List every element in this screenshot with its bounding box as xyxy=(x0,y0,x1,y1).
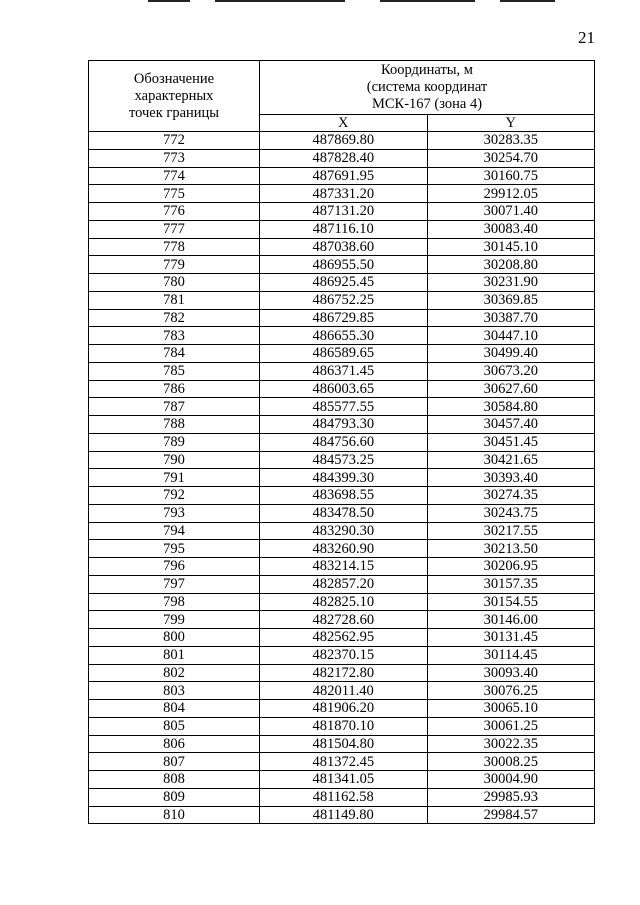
table-row xyxy=(89,540,595,558)
table-row xyxy=(89,291,595,309)
x-coordinate-cell: 482825.10 xyxy=(260,593,428,611)
y-coordinate-cell: 30213.50 xyxy=(427,540,595,558)
table-row xyxy=(89,700,595,718)
y-coordinate-cell: 30145.10 xyxy=(427,238,595,256)
y-coordinate-cell: 30004.90 xyxy=(427,771,595,789)
y-coordinate-cell: 30065.10 xyxy=(427,700,595,718)
table-row xyxy=(89,220,595,238)
x-coordinate-cell: 487116.10 xyxy=(260,220,428,238)
table-row xyxy=(89,149,595,167)
table-row xyxy=(89,611,595,629)
point-id-cell: 788 xyxy=(89,416,260,434)
y-coordinate-cell: 30076.25 xyxy=(427,682,595,700)
point-id-cell: 799 xyxy=(89,611,260,629)
point-id-cell: 790 xyxy=(89,451,260,469)
header-rule xyxy=(148,0,190,2)
y-coordinate-cell: 30584.80 xyxy=(427,398,595,416)
table-row xyxy=(89,274,595,292)
table-row xyxy=(89,771,595,789)
table-row xyxy=(89,504,595,522)
table-row xyxy=(89,238,595,256)
point-id-cell: 808 xyxy=(89,771,260,789)
x-coordinate-cell: 482728.60 xyxy=(260,611,428,629)
x-coordinate-cell: 483214.15 xyxy=(260,558,428,576)
x-coordinate-cell: 482562.95 xyxy=(260,629,428,647)
x-coordinate-cell: 482172.80 xyxy=(260,664,428,682)
table-row xyxy=(89,185,595,203)
table-row xyxy=(89,469,595,487)
x-coordinate-cell: 486371.45 xyxy=(260,362,428,380)
y-coordinate-cell: 30254.70 xyxy=(427,149,595,167)
header-rule xyxy=(500,0,555,2)
table-row xyxy=(89,362,595,380)
table-row xyxy=(89,380,595,398)
table-row xyxy=(89,575,595,593)
table-body xyxy=(89,132,595,824)
x-coordinate-cell: 484756.60 xyxy=(260,433,428,451)
x-coordinate-cell: 486752.25 xyxy=(260,291,428,309)
point-id-cell: 796 xyxy=(89,558,260,576)
y-coordinate-cell: 30369.85 xyxy=(427,291,595,309)
y-coordinate-cell: 30421.65 xyxy=(427,451,595,469)
point-id-cell: 795 xyxy=(89,540,260,558)
x-coordinate-cell: 482011.40 xyxy=(260,682,428,700)
x-coordinate-cell: 481149.80 xyxy=(260,806,428,824)
table-row xyxy=(89,558,595,576)
x-coordinate-cell: 487131.20 xyxy=(260,203,428,221)
y-coordinate-cell: 30093.40 xyxy=(427,664,595,682)
x-coordinate-cell: 486729.85 xyxy=(260,309,428,327)
y-coordinate-cell: 30146.00 xyxy=(427,611,595,629)
page-number: 21 xyxy=(578,28,595,47)
x-coordinate-cell: 481504.80 xyxy=(260,735,428,753)
table-row xyxy=(89,788,595,806)
x-coordinate-cell: 486589.65 xyxy=(260,345,428,363)
point-id-cell: 776 xyxy=(89,203,260,221)
header-rule xyxy=(380,0,475,2)
table-row xyxy=(89,522,595,540)
header-line: Обозначение xyxy=(133,70,215,87)
header-line: МСК-167 (зона 4) xyxy=(371,96,483,112)
table-row xyxy=(89,416,595,434)
x-coordinate-cell: 481906.20 xyxy=(260,700,428,718)
y-coordinate-cell: 30673.20 xyxy=(427,362,595,380)
x-coordinate-cell: 481341.05 xyxy=(260,771,428,789)
point-id-cell: 805 xyxy=(89,717,260,735)
y-coordinate-cell: 30451.45 xyxy=(427,433,595,451)
x-coordinate-cell: 487869.80 xyxy=(260,132,428,150)
point-id-cell: 800 xyxy=(89,629,260,647)
y-coordinate-cell: 30154.55 xyxy=(427,593,595,611)
point-id-cell: 778 xyxy=(89,238,260,256)
table-row xyxy=(89,753,595,771)
y-coordinate-cell: 30283.35 xyxy=(427,132,595,150)
table-row xyxy=(89,664,595,682)
header-line: (система координат xyxy=(366,79,488,95)
point-id-cell: 798 xyxy=(89,593,260,611)
x-coordinate-cell: 486003.65 xyxy=(260,380,428,398)
y-coordinate-cell: 30131.45 xyxy=(427,629,595,647)
x-coordinate-cell: 482370.15 xyxy=(260,646,428,664)
table-row xyxy=(89,398,595,416)
table-row xyxy=(89,629,595,647)
x-coordinate-cell: 486955.50 xyxy=(260,256,428,274)
point-id-cell: 782 xyxy=(89,309,260,327)
point-id-cell: 786 xyxy=(89,380,260,398)
y-coordinate-cell: 30114.45 xyxy=(427,646,595,664)
table-row xyxy=(89,256,595,274)
y-coordinate-cell: 30457.40 xyxy=(427,416,595,434)
table-row xyxy=(89,203,595,221)
y-column-header: Y xyxy=(427,115,595,132)
x-coordinate-cell: 487331.20 xyxy=(260,185,428,203)
point-id-cell: 779 xyxy=(89,256,260,274)
header-line: точек границы xyxy=(128,104,220,121)
y-coordinate-cell: 30393.40 xyxy=(427,469,595,487)
x-coordinate-cell: 486655.30 xyxy=(260,327,428,345)
y-coordinate-cell: 30217.55 xyxy=(427,522,595,540)
x-column-header: X xyxy=(260,115,428,132)
x-coordinate-cell: 483698.55 xyxy=(260,487,428,505)
table-row xyxy=(89,735,595,753)
x-coordinate-cell: 482857.20 xyxy=(260,575,428,593)
x-coordinate-cell: 481162.58 xyxy=(260,788,428,806)
header-line: Координаты, м xyxy=(381,62,473,78)
point-id-cell: 775 xyxy=(89,185,260,203)
point-id-cell: 797 xyxy=(89,575,260,593)
y-coordinate-cell: 30008.25 xyxy=(427,753,595,771)
header-line: характерных xyxy=(134,87,214,104)
table-row xyxy=(89,327,595,345)
table-row xyxy=(89,717,595,735)
y-coordinate-cell: 30627.60 xyxy=(427,380,595,398)
point-id-cell: 787 xyxy=(89,398,260,416)
y-coordinate-cell: 30387.70 xyxy=(427,309,595,327)
point-id-cell: 791 xyxy=(89,469,260,487)
point-id-cell: 777 xyxy=(89,220,260,238)
y-coordinate-cell: 29984.57 xyxy=(427,806,595,824)
x-coordinate-cell: 487038.60 xyxy=(260,238,428,256)
table-row xyxy=(89,646,595,664)
table-row xyxy=(89,167,595,185)
x-coordinate-cell: 481372.45 xyxy=(260,753,428,771)
point-id-cell: 773 xyxy=(89,149,260,167)
y-coordinate-cell: 30157.35 xyxy=(427,575,595,593)
x-coordinate-cell: 481870.10 xyxy=(260,717,428,735)
y-coordinate-cell: 30022.35 xyxy=(427,735,595,753)
point-id-cell: 783 xyxy=(89,327,260,345)
y-coordinate-cell: 30061.25 xyxy=(427,717,595,735)
x-coordinate-cell: 484793.30 xyxy=(260,416,428,434)
table-row xyxy=(89,487,595,505)
point-designation-header xyxy=(89,61,260,132)
table-row xyxy=(89,593,595,611)
table-row xyxy=(89,451,595,469)
y-coordinate-cell: 29985.93 xyxy=(427,788,595,806)
point-id-cell: 809 xyxy=(89,788,260,806)
table-row xyxy=(89,132,595,150)
table-row xyxy=(89,309,595,327)
x-coordinate-cell: 483290.30 xyxy=(260,522,428,540)
coordinates-header xyxy=(260,61,595,115)
x-coordinate-cell: 487691.95 xyxy=(260,167,428,185)
x-coordinate-cell: 483260.90 xyxy=(260,540,428,558)
table-row xyxy=(89,682,595,700)
y-coordinate-cell: 30208.80 xyxy=(427,256,595,274)
point-id-cell: 785 xyxy=(89,362,260,380)
x-coordinate-cell: 484399.30 xyxy=(260,469,428,487)
x-coordinate-cell: 486925.45 xyxy=(260,274,428,292)
point-id-cell: 802 xyxy=(89,664,260,682)
y-coordinate-cell: 30206.95 xyxy=(427,558,595,576)
x-coordinate-cell: 483478.50 xyxy=(260,504,428,522)
x-coordinate-cell: 485577.55 xyxy=(260,398,428,416)
y-coordinate-cell: 30274.35 xyxy=(427,487,595,505)
y-coordinate-cell: 30083.40 xyxy=(427,220,595,238)
point-id-cell: 772 xyxy=(89,132,260,150)
point-id-cell: 804 xyxy=(89,700,260,718)
point-id-cell: 774 xyxy=(89,167,260,185)
table-row xyxy=(89,806,595,824)
y-coordinate-cell: 30160.75 xyxy=(427,167,595,185)
point-id-cell: 807 xyxy=(89,753,260,771)
point-id-cell: 803 xyxy=(89,682,260,700)
y-coordinate-cell: 30243.75 xyxy=(427,504,595,522)
y-coordinate-cell: 29912.05 xyxy=(427,185,595,203)
point-id-cell: 794 xyxy=(89,522,260,540)
y-coordinate-cell: 30231.90 xyxy=(427,274,595,292)
table-row xyxy=(89,433,595,451)
x-coordinate-cell: 487828.40 xyxy=(260,149,428,167)
point-id-cell: 806 xyxy=(89,735,260,753)
point-id-cell: 789 xyxy=(89,433,260,451)
point-id-cell: 781 xyxy=(89,291,260,309)
point-id-cell: 810 xyxy=(89,806,260,824)
point-id-cell: 780 xyxy=(89,274,260,292)
table-row xyxy=(89,345,595,363)
point-id-cell: 792 xyxy=(89,487,260,505)
point-id-cell: 784 xyxy=(89,345,260,363)
header-rule xyxy=(215,0,345,2)
y-coordinate-cell: 30071.40 xyxy=(427,203,595,221)
point-id-cell: 793 xyxy=(89,504,260,522)
y-coordinate-cell: 30447.10 xyxy=(427,327,595,345)
point-id-cell: 801 xyxy=(89,646,260,664)
x-coordinate-cell: 484573.25 xyxy=(260,451,428,469)
coordinates-table xyxy=(88,60,595,824)
y-coordinate-cell: 30499.40 xyxy=(427,345,595,363)
